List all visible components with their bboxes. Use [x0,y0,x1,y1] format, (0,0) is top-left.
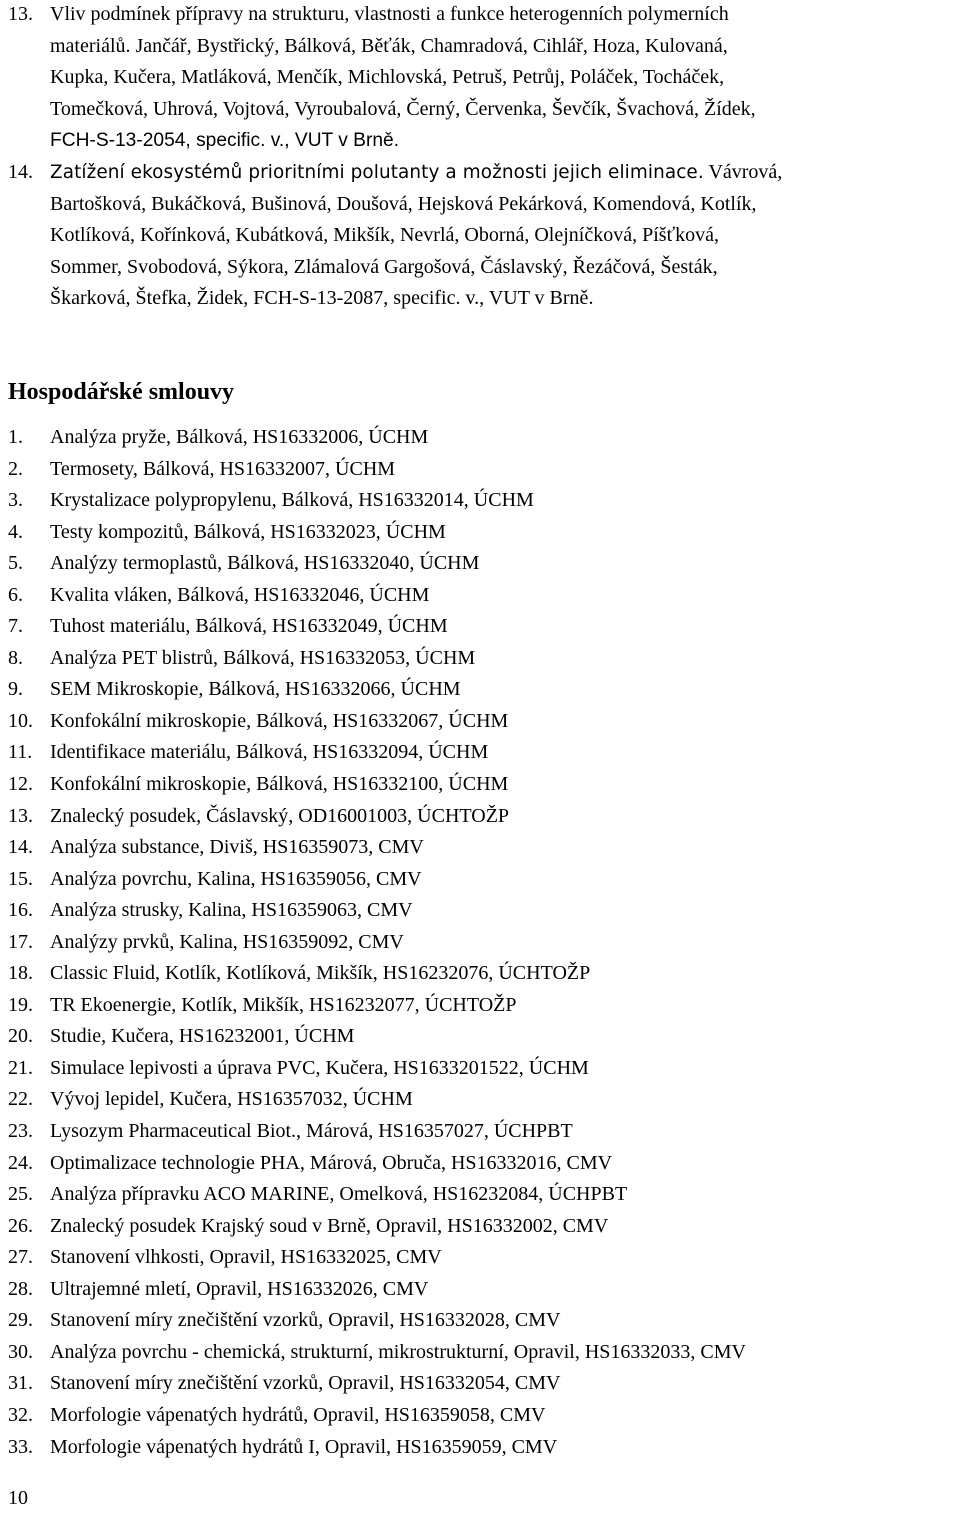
list-item-number: 15. [8,867,33,890]
page-number: 10 [8,1487,28,1509]
list-item-number: 9. [8,678,23,701]
list-item [8,958,948,990]
list-item-text: Analýza pryže, Bálková, HS16332006, ÚCHM [50,426,429,448]
list-item-text: Kvalita vláken, Bálková, HS16332046, ÚCHM [50,583,430,606]
list-item-text: Analýza strusky, Kalina, HS16359063, CMV [50,899,413,922]
list-item [8,1021,948,1053]
section-heading: Hospodářské smlouvy [8,379,235,405]
list-item [8,1116,948,1148]
list-item-number: 8. [8,646,23,669]
project-line: Vliv podmínek přípravy na strukturu, vlastnosti a funkce heterogenních polymerních [50,3,729,25]
list-item-text: Testy kompozitů, Bálková, HS16332023, ÚCHM [50,520,446,543]
list-item-text: Stanovení vlhkosti, Opravil, HS16332025, CMV [50,1246,442,1269]
project-line [50,157,956,189]
list-item-number: 11. [8,741,33,764]
list-item [8,643,948,675]
list-item [8,674,948,706]
project-line: FCH-S-13-2054, specific. v., VUT v Brně. [50,130,400,152]
list-item-number: 5. [8,552,23,575]
list-item-number: 22. [8,1088,33,1111]
list-item [8,895,948,927]
project-number: 13. [8,3,33,25]
list-item [8,1400,948,1432]
project-line: Tomečková, Uhrová, Vojtová, Vyroubalová, Černý, Červenka, Ševčík, Švachová, Žídek, [50,97,756,120]
project-entry-14 [8,157,956,315]
project-entry-13 [8,0,956,157]
list-item-number: 25. [8,1183,33,1206]
project-number: 14. [8,161,33,183]
list-item-text: SEM Mikroskopie, Bálková, HS16332066, ÚCHM [50,678,461,701]
list-item-number: 13. [8,804,33,827]
list-item [8,1305,948,1337]
list-item-number: 20. [8,1025,33,1048]
list-item-text: Analýzy prvků, Kalina, HS16359092, CMV [50,930,404,953]
project-text [8,157,956,315]
list-item-number: 18. [8,962,33,985]
list-item [8,1274,948,1306]
list-item-text: Krystalizace polypropylenu, Bálková, HS16332014, ÚCHM [50,489,534,512]
list-item [8,864,948,896]
list-item-text: Znalecký posudek, Čáslavský, OD16001003, ÚCHTOŽP [50,804,510,827]
list-item-text: Analýza PET blistrů, Bálková, HS16332053, ÚCHM [50,646,476,669]
list-item [8,706,948,738]
list-item-text: Konfokální mikroskopie, Bálková, HS16332100, ÚCHM [50,773,509,796]
list-item-text: Lysozym Pharmaceutical Biot., Márová, HS16357027, ÚCHPBT [50,1120,573,1143]
list-item [8,611,948,643]
list-item [8,832,948,864]
project-line: materiálů. Jančář, Bystřický, Bálková, Běťák, Chamradová, Cihlář, Hoza, Kulovaná, [50,34,728,57]
list-item-text: Stanovení míry znečištění vzorků, Opravil, HS16332028, CMV [50,1309,561,1332]
list-item-text: Termosety, Bálková, HS16332007, ÚCHM [50,457,396,480]
list-item-number: 7. [8,615,23,638]
list-item-number: 14. [8,836,33,859]
list-item [8,1084,948,1116]
list-item-number: 24. [8,1151,33,1174]
list-item-text: Analýza přípravku ACO MARINE, Omelková, HS16232084, ÚCHPBT [50,1183,628,1206]
list-item-number: 10. [8,709,33,732]
project-line: Škarková, Štefka, Židek, FCH-S-13-2087, specific. v., VUT v Brně. [50,287,594,310]
list-item-text: Stanovení míry znečištění vzorků, Opravil, HS16332054, CMV [50,1372,561,1395]
list-item-text: Identifikace materiálu, Bálková, HS16332094, ÚCHM [50,741,489,764]
list-item-text: Classic Fluid, Kotlík, Kotlíková, Mikšík, HS16232076, ÚCHTOŽP [50,962,591,985]
project-line: Kupka, Kučera, Matláková, Menčík, Michlovská, Petruš, Petrůj, Poláček, Tocháček, [50,66,725,89]
list-item-text: Vývoj lepidel, Kučera, HS16357032, ÚCHM [50,1088,413,1111]
list-item-number: 26. [8,1214,33,1237]
list-item-number: 23. [8,1120,33,1143]
list-item [8,485,948,517]
list-item-text: TR Ekoenergie, Kotlík, Mikšík, HS16232077, ÚCHTOŽP [50,993,517,1016]
list-item [8,1211,948,1243]
list-item [8,1242,948,1274]
list-item [8,548,948,580]
list-item-number: 6. [8,583,23,606]
list-item [8,1179,948,1211]
list-item-number: 2. [8,457,23,480]
list-item-number: 4. [8,520,23,543]
list-item-text: Analýzy termoplastů, Bálková, HS16332040, ÚCHM [50,552,480,575]
contracts-list [8,422,948,1463]
list-item-number: 30. [8,1340,33,1363]
list-item [8,1432,948,1464]
list-item-text: Simulace lepivosti a úprava PVC, Kučera, HS1633201522, ÚCHM [50,1056,589,1079]
list-item-number: 31. [8,1372,33,1395]
list-item-number: 19. [8,993,33,1016]
list-item [8,801,948,833]
project-authors-start: Vávrová, [708,161,783,183]
list-item [8,737,948,769]
list-item-number: 33. [8,1435,33,1458]
list-item [8,1053,948,1085]
list-item-number: 1. [8,426,23,448]
list-item [8,517,948,549]
list-item-number: 17. [8,930,33,953]
list-item [8,1337,948,1369]
list-item-number: 32. [8,1403,33,1426]
list-item-text: Optimalizace technologie PHA, Márová, Obruča, HS16332016, CMV [50,1151,613,1174]
list-item-text: Morfologie vápenatých hydrátů, Opravil, HS16359058, CMV [50,1403,546,1426]
list-item-number: 3. [8,489,23,512]
project-title: Zatížení ekosystémů prioritními polutanty a možnosti jejich eliminace. [50,162,704,183]
list-item-number: 28. [8,1277,33,1300]
list-item [8,769,948,801]
list-item-text: Konfokální mikroskopie, Bálková, HS16332067, ÚCHM [50,709,509,732]
list-item [8,1148,948,1180]
list-item [8,927,948,959]
project-line: Kotlíková, Kořínková, Kubátková, Mikšík, Nevrlá, Oborná, Olejníčková, Píšťková, [50,224,719,247]
project-line: Bartošková, Bukáčková, Bušinová, Doušová, Hejsková Pekárková, Komendová, Kotlík, [50,192,757,215]
list-item-text: Znalecký posudek Krajský soud v Brně, Opravil, HS16332002, CMV [50,1214,609,1237]
list-item-number: 27. [8,1246,33,1269]
list-item-text: Morfologie vápenatých hydrátů I, Opravil, HS16359059, CMV [50,1435,558,1458]
list-item [8,990,948,1022]
list-item-text: Analýza povrchu - chemická, strukturní, mikrostrukturní, Opravil, HS16332033, CMV [50,1340,746,1363]
list-item-text: Studie, Kučera, HS16232001, ÚCHM [50,1025,355,1048]
list-item-text: Analýza povrchu, Kalina, HS16359056, CMV [50,867,422,890]
list-item [8,580,948,612]
list-item-text: Ultrajemné mletí, Opravil, HS16332026, CMV [50,1277,429,1300]
project-line: Sommer, Svobodová, Sýkora, Zlámalová Gargošová, Čáslavský, Řezáčová, Šesták, [50,255,718,278]
list-item-number: 16. [8,899,33,922]
list-item-number: 12. [8,773,33,796]
list-item-text: Tuhost materiálu, Bálková, HS16332049, ÚCHM [50,615,448,638]
project-text [8,0,956,157]
list-item [8,1368,948,1400]
list-item [8,454,948,486]
list-item-text: Analýza substance, Diviš, HS16359073, CMV [50,836,424,859]
list-item-number: 29. [8,1309,33,1332]
list-item [8,422,948,454]
list-item-number: 21. [8,1056,33,1079]
